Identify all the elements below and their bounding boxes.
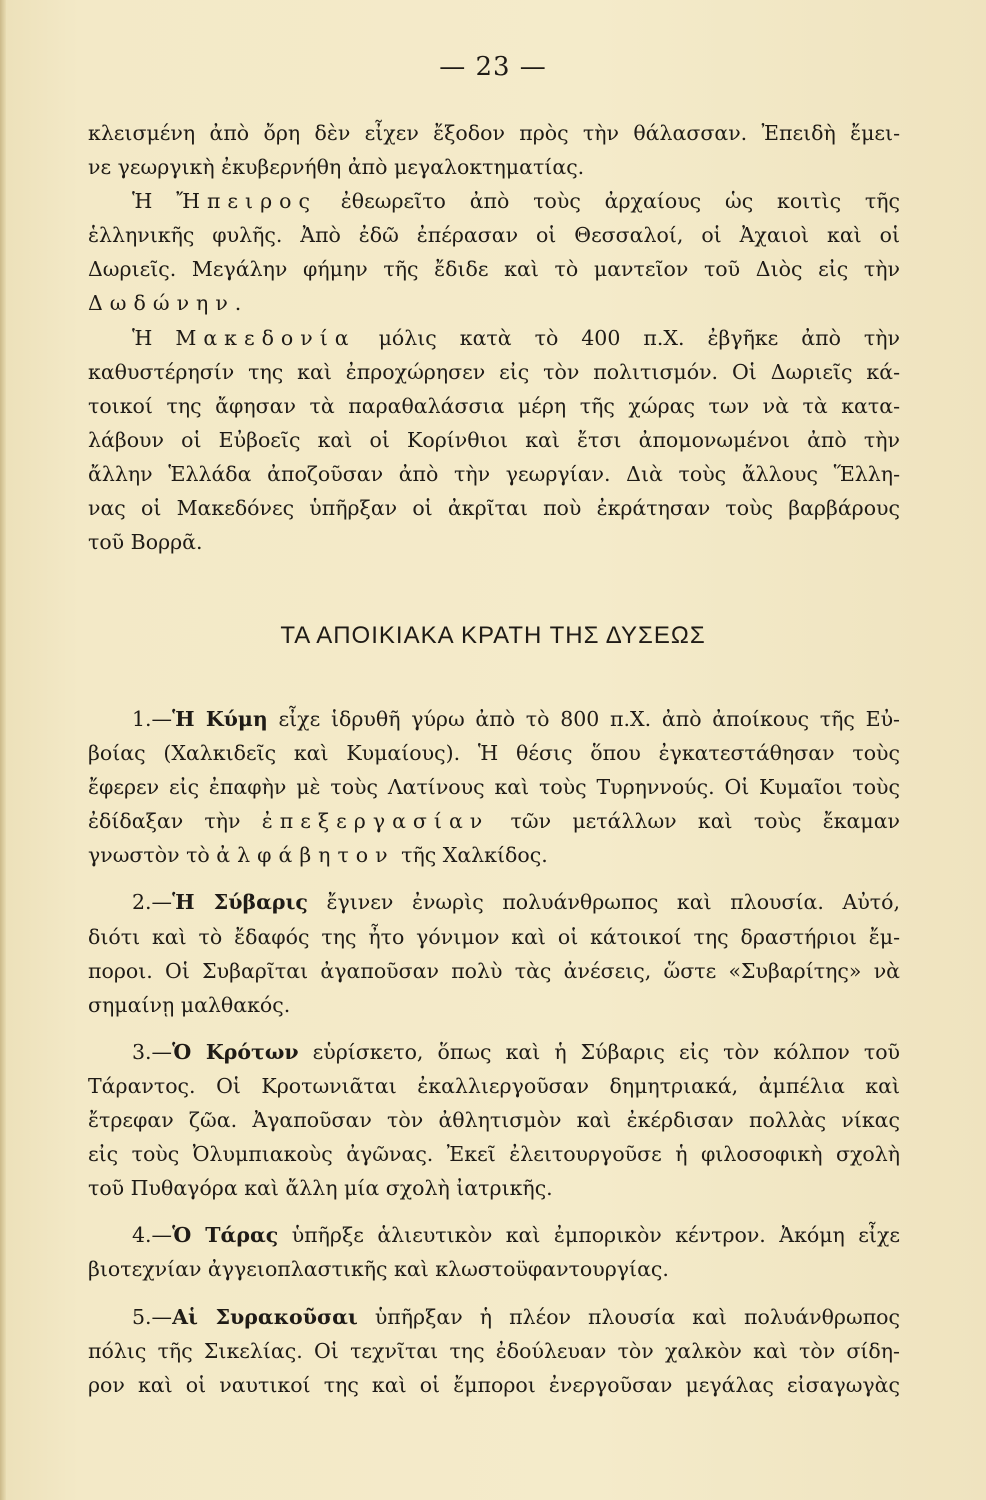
spaced-word: ἀλφάβητον (216, 843, 395, 868)
list-item-sybaris (88, 885, 900, 919)
text-line: τοῦ Πυθαγόρα καὶ ἄλλη μία σχολὴ ἰατρικῆς. (88, 1176, 553, 1201)
list-item-kymi (88, 702, 900, 736)
region-name-makedonia: Μακεδονία (175, 325, 356, 350)
item-number: 1.— (132, 707, 173, 731)
spaced-word: ἐπεξεργασίαν (261, 809, 490, 834)
list-item-kroton (88, 1035, 900, 1069)
text-line: νε γεωργικὴ ἐκυβερνήθη ἀπὸ μεγαλοκτηματίας. (88, 155, 585, 180)
text-line: νας οἱ Μακεδόνες ὑπῆρξαν οἱ ἀκρῖται ποὺ ἐκράτησαν τοὺς βαρβάρους (88, 496, 900, 521)
article: Ἡ (132, 189, 177, 214)
text-run: μόλις κατὰ τὸ 400 π.Χ. ἐβγῆκε ἀπὸ τὴν (355, 325, 900, 350)
text-run: ἔγινεν ἐνωρὶς πολυάνθρωπος καὶ πλουσία. Αὐτό, (307, 890, 900, 915)
text-run: εἶχε ἱδρυθῆ γύρω ἀπὸ τὸ 800 π.Χ. ἀπὸ ἀποίκους τῆς Εὐ- (267, 707, 900, 731)
text-line: πόλις τῆς Σικελίας. Οἱ τεχνῖται της ἐδούλευαν τὸν χαλκὸν καὶ τὸν σίδη- (88, 1338, 900, 1363)
text-line (88, 804, 900, 838)
text-run: τῆς Χαλκίδος. (394, 843, 548, 868)
intro-text (88, 116, 900, 559)
text-line: καθυστέρησίν της καὶ ἐπροχώρησεν εἰς τὸν πολιτισμόν. Οἱ Δωριεῖς κά- (88, 359, 900, 384)
item-title: Ὁ Τάρας (172, 1223, 279, 1248)
region-name-ipeiros: Ἤπειρος (176, 189, 317, 214)
list-item-taras (88, 1218, 900, 1252)
text-line: Δωριεῖς. Μεγάλην φήμην τῆς ἔδιδε καὶ τὸ μαντεῖον τοῦ Διὸς εἰς τὴν (88, 257, 900, 282)
item-number: 2.— (132, 890, 173, 915)
page-spine-shadow (0, 0, 6, 1500)
text-run: ἐθεωρεῖτο ἀπὸ τοὺς ἀρχαίους ὡς κοιτὶς τῆς (316, 189, 900, 214)
text-line: ἄλλην Ἑλλάδα ἀποζοῦσαν ἀπὸ τὴν γεωργίαν. Διὰ τοὺς ἄλλους Ἕλλη- (88, 461, 900, 486)
paragraph-makedonia (88, 321, 900, 355)
text-line: ποροι. Οἱ Συβαρῖται ἀγαποῦσαν πολὺ τὰς ἀνέσεις, ὥστε «Συβαρίτης» νὰ (88, 958, 900, 983)
item-title: Ἡ Σύβαρις (172, 890, 308, 915)
text-line: κλεισμένη ἀπὸ ὄρη δὲν εἶχεν ἔξοδον πρὸς τὴν θάλασσαν. Ἐπειδὴ ἔμει- (88, 121, 900, 145)
item-title: Ἡ Κύμη (172, 707, 268, 731)
text-line (88, 838, 900, 872)
text-run: γνωστὸν τὸ (88, 843, 217, 868)
text-line: λάβουν οἱ Εὐβοεῖς καὶ οἱ Κορίνθιοι καὶ ἔτσι ἀπομονωμένοι ἀπὸ τὴν (88, 427, 900, 452)
text-run: ἐδίδαξαν τὴν (88, 809, 262, 834)
list-item-syrakousai (88, 1300, 900, 1334)
item-title: Ὁ Κρότων (172, 1039, 299, 1064)
text-line: βοίας (Χαλκιδεῖς καὶ Κυμαίους). Ἡ θέσις ὅπου ἐγκατεστάθησαν τοὺς (88, 741, 900, 766)
page-number: — 23 — (439, 52, 547, 82)
colonies-list (88, 702, 900, 1402)
text-line: ἔφερεν εἰς ἐπαφὴν μὲ τοὺς Λατίνους καὶ τοὺς Τυρηννούς. Οἱ Κυμαῖοι τοὺς (88, 775, 900, 800)
text-line: τοῦ Βορρᾶ. (88, 530, 203, 555)
text-line: ρον καὶ οἱ ναυτικοί της καὶ οἱ ἔμποροι ἐνεργοῦσαν μεγάλας εἰσαγωγὰς (88, 1372, 900, 1397)
text-run: ὑπῆρξαν ἡ πλέον πλουσία καὶ πολυάνθρωπος (357, 1304, 900, 1329)
section-heading: ΤΑ ΑΠΟΙΚΙΑΚΑ ΚΡΑΤΗ ΤΗΣ ΔΥΣΕΩΣ (280, 622, 706, 649)
text-line: βιοτεχνίαν ἀγγειοπλαστικῆς καὶ κλωστοϋφαντουργίας. (88, 1257, 669, 1282)
text-line: ἔτρεφαν ζῶα. Ἀγαποῦσαν τὸν ἀθλητισμὸν καὶ ἐκέρδισαν πολλὰς νίκας (88, 1108, 900, 1133)
item-number: 5.— (132, 1304, 173, 1329)
text-line: εἰς τοὺς Ὀλυμπιακοὺς ἀγῶνας. Ἐκεῖ ἐλειτουργοῦσε ἡ φιλοσοφικὴ σχολὴ (88, 1142, 900, 1167)
paragraph-ipeiros (88, 184, 900, 218)
text-line: σημαίνῃ μαλθακός. (88, 992, 291, 1017)
text-line: ἑλληνικῆς φυλῆς. Ἀπὸ ἐδῶ ἐπέρασαν οἱ Θεσσαλοί, οἱ Ἀχαιοὶ καὶ οἱ (88, 223, 900, 248)
text-run: εὑρίσκετο, ὅπως καὶ ἡ Σύβαρις εἰς τὸν κόλπον τοῦ (298, 1039, 900, 1064)
item-number: 4.— (132, 1223, 173, 1248)
text-line-dodoni: Δωδώνην. (88, 291, 249, 316)
text-line: Τάραντος. Οἱ Κροτωνιᾶται ἐκαλλιεργοῦσαν δημητριακά, ἀμπέλια καὶ (88, 1073, 900, 1098)
item-number: 3.— (132, 1039, 173, 1064)
item-title: Αἱ Συρακοῦσαι (172, 1304, 358, 1329)
article: Ἡ (132, 325, 176, 350)
text-run: ὑπῆρξε ἁλιευτικὸν καὶ ἐμπορικὸν κέντρον. Ἀκόμη εἶχε (278, 1223, 900, 1248)
text-line: τοικοί της ἄφησαν τὰ παραθαλάσσια μέρη τῆς χώρας των νὰ τὰ κατα- (88, 393, 900, 418)
text-run: τῶν μετάλλων καὶ τοὺς ἔκαμαν (489, 809, 900, 834)
text-line: διότι καὶ τὸ ἔδαφός της ἦτο γόνιμον καὶ οἱ κάτοικοί της δραστήριοι ἔμ- (88, 924, 900, 949)
